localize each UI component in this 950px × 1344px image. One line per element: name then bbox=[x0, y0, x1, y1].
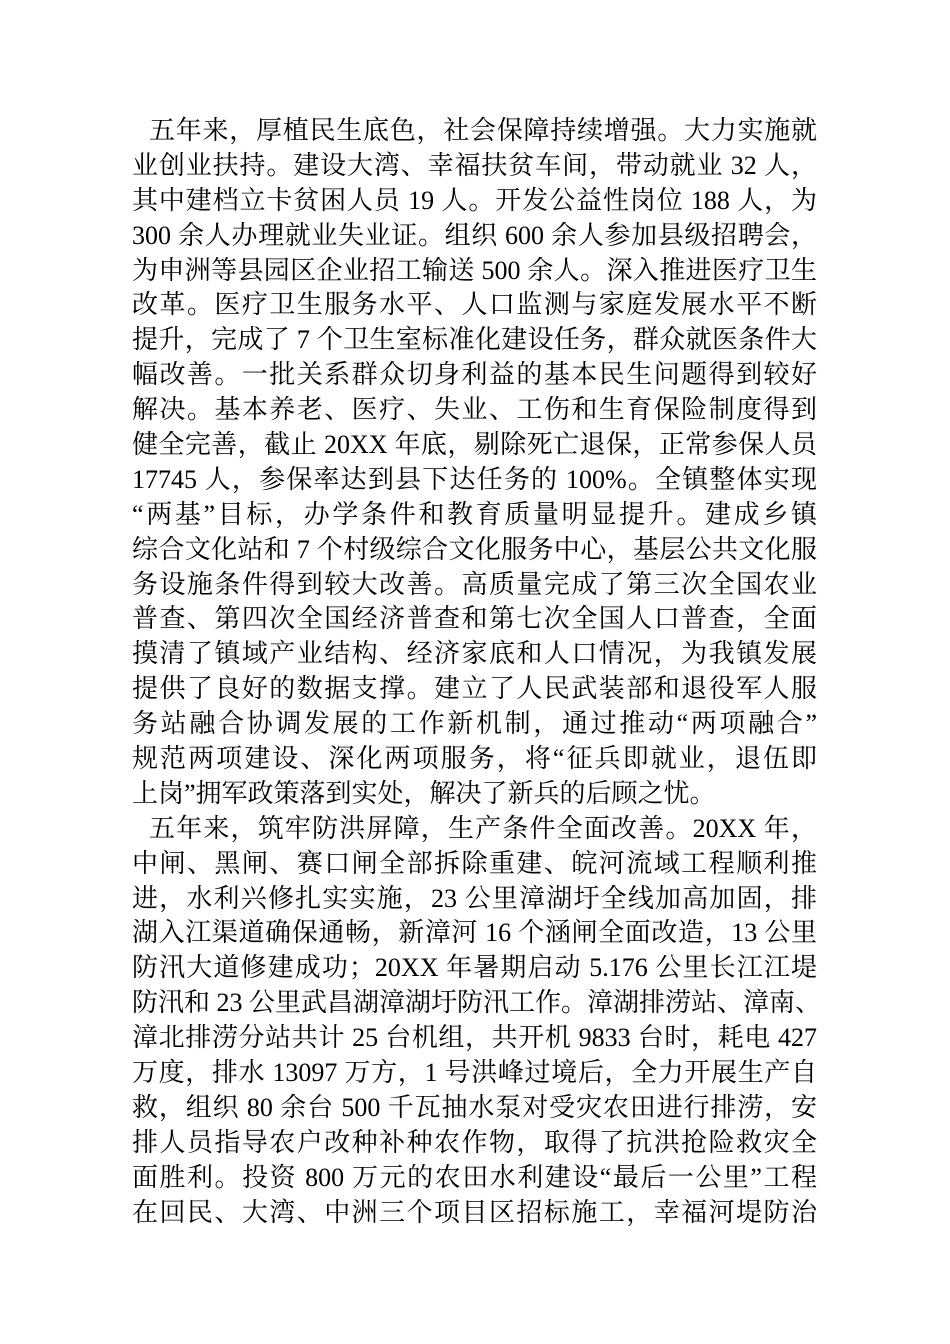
text-line: 在回民、大湾、中洲三个项目区招标施工，幸福河堤防治 bbox=[132, 1197, 817, 1227]
text-line: 救，组织 80 余台 500 千瓦抽水泵对受灾农田进行排涝，安 bbox=[132, 1092, 817, 1122]
text-line: 其中建档立卡贫困人员 19 人。开发公益性岗位 188 人，为 bbox=[132, 185, 817, 215]
paragraph-flood-control bbox=[132, 812, 822, 1231]
text-line: 面胜利。投资 800 万元的农田水利建设“最后一公里”工程 bbox=[132, 1162, 817, 1192]
text-line: 中闸、黑闸、赛口闸全部拆除重建、皖河流域工程顺利推 bbox=[132, 848, 817, 878]
text-line: “两基”目标，办学条件和教育质量明显提升。建成乡镇 bbox=[132, 499, 817, 529]
text-line: 五年来，筑牢防洪屏障，生产条件全面改善。20XX 年， bbox=[149, 813, 817, 843]
text-line: 业创业扶持。建设大湾、幸福扶贫车间，带动就业 32 人， bbox=[132, 150, 817, 180]
text-line: 防汛大道修建成功；20XX 年暑期启动 5.176 公里长江江堤 bbox=[132, 953, 817, 983]
text-line: 健全完善，截止 20XX 年底，剔除死亡退保，正常参保人员 bbox=[132, 430, 817, 460]
text-line: 提升，完成了 7 个卫生室标准化建设任务，群众就医条件大 bbox=[132, 325, 817, 355]
text-line: 普查、第四次全国经济普查和第七次全国人口普查，全面 bbox=[132, 604, 817, 634]
text-line: 务设施条件得到较大改善。高质量完成了第三次全国农业 bbox=[132, 569, 817, 599]
text-line: 提供了良好的数据支撑。建立了人民武装部和退役军人服 bbox=[132, 674, 817, 704]
text-line: 300 余人办理就业失业证。组织 600 余人参加县级招聘会， bbox=[132, 220, 817, 250]
text-line: 排人员指导农户改种补种农作物，取得了抗洪抢险救灾全 bbox=[132, 1127, 817, 1157]
text-line: 五年来，厚植民生底色，社会保障持续增强。大力实施就 bbox=[149, 116, 817, 145]
text-line: 为申洲等县园区企业招工输送 500 余人。深入推进医疗卫生 bbox=[132, 255, 817, 285]
text-line: 幅改善。一批关系群众切身利益的基本民生问题得到较好 bbox=[132, 360, 817, 390]
text-line: 改革。医疗卫生服务水平、人口监测与家庭发展水平不断 bbox=[132, 290, 817, 320]
text-line: 上岗”拥军政策落到实处，解决了新兵的后顾之忧。 bbox=[132, 778, 716, 808]
text-line: 务站融合协调发展的工作新机制，通过推动“两项融合” bbox=[132, 709, 817, 739]
paragraph-social-security bbox=[132, 114, 817, 812]
text-line: 万度，排水 13097 万方，1 号洪峰过境后，全力开展生产自 bbox=[132, 1058, 817, 1088]
text-line: 漳北排涝分站共计 25 台机组，共开机 9833 台时，耗电 427 bbox=[132, 1023, 817, 1053]
text-line: 湖入江渠道确保通畅，新漳河 16 个涵闸全面改造，13 公里 bbox=[132, 918, 817, 948]
text-line: 防汛和 23 公里武昌湖漳湖圩防汛工作。漳湖排涝站、漳南、 bbox=[132, 988, 822, 1018]
text-line: 摸清了镇域产业结构、经济家底和人口情况，为我镇发展 bbox=[132, 639, 817, 669]
text-line: 解决。基本养老、医疗、失业、工伤和生育保险制度得到 bbox=[132, 395, 817, 425]
text-line: 综合文化站和 7 个村级综合文化服务中心，基层公共文化服 bbox=[132, 534, 817, 564]
text-line: 规范两项建设、深化两项服务，将“征兵即就业，退伍即 bbox=[132, 744, 817, 774]
text-line: 17745 人，参保率达到县下达任务的 100%。全镇整体实现 bbox=[132, 464, 817, 494]
text-line: 进，水利兴修扎实实施，23 公里漳湖圩全线加高加固，排 bbox=[132, 883, 817, 913]
